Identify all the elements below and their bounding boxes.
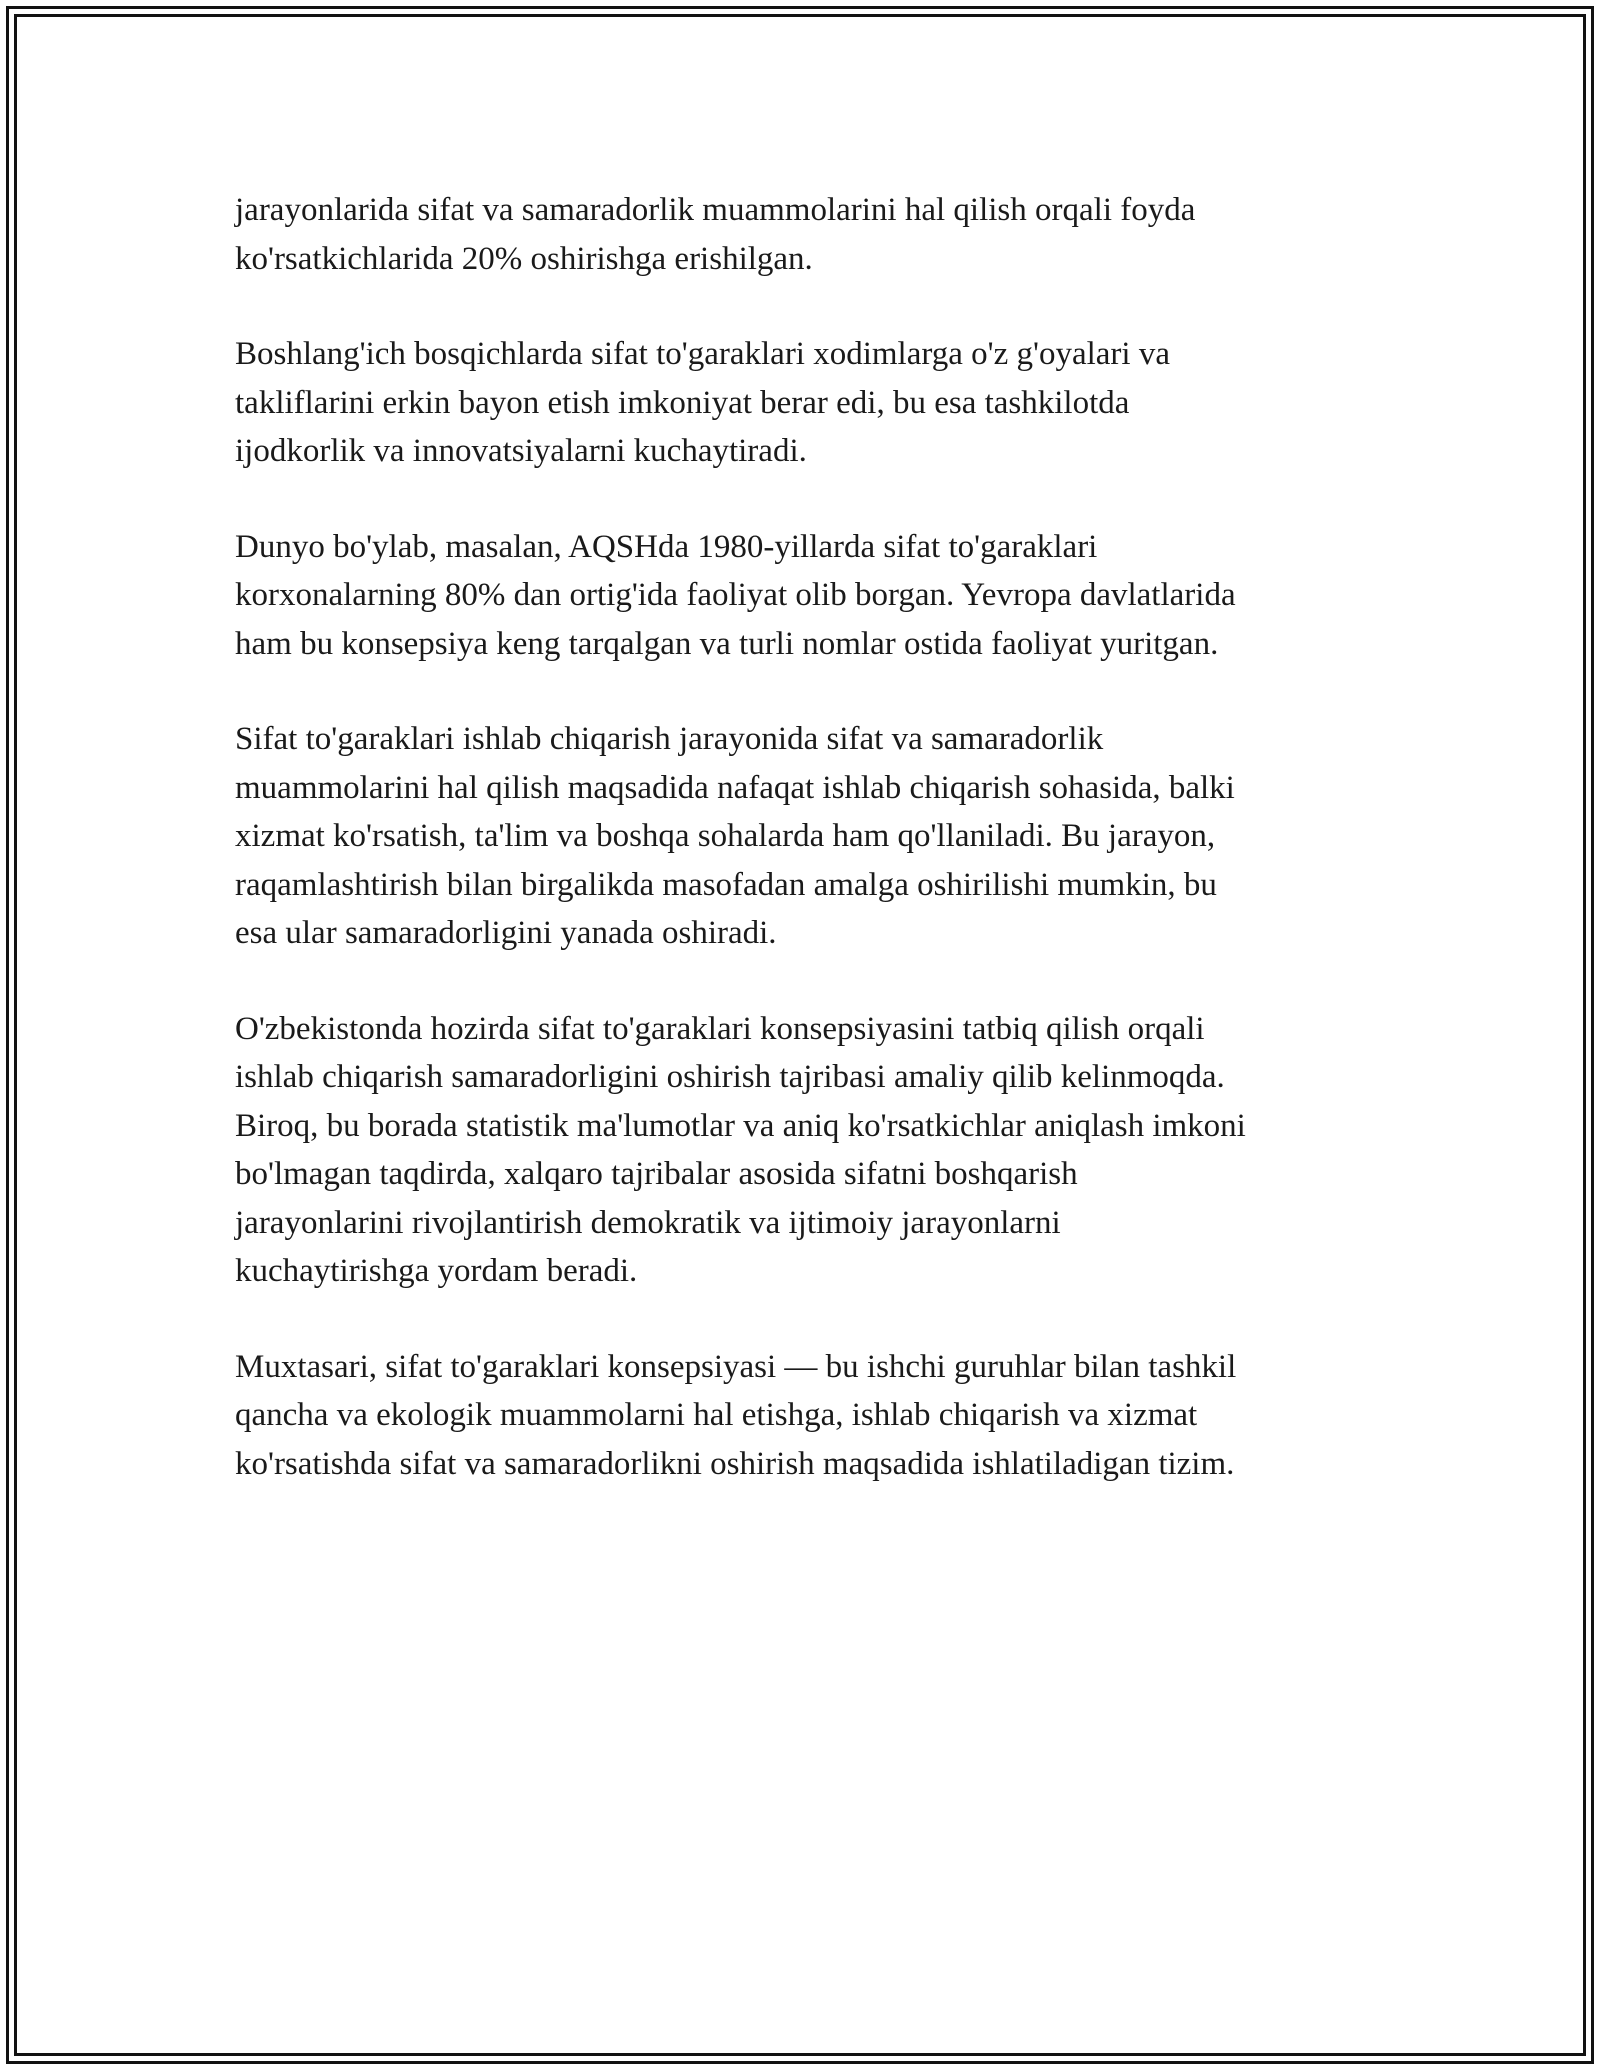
paragraph-4 xyxy=(235,715,1370,958)
paragraph-line: kuchaytirishga yordam beradi. xyxy=(235,1253,638,1289)
paragraph-line: jarayonlarida sifat va samaradorlik muammolarini hal qilish orqali foyda xyxy=(235,192,1196,228)
paragraph-3 xyxy=(235,523,1370,669)
paragraph-line: Boshlang'ich bosqichlarda sifat to'garaklari xodimlarga o'z g'oyalari va xyxy=(235,336,1170,372)
paragraph-line: qancha va ekologik muammolarni hal etishga, ishlab chiqarish va xizmat xyxy=(235,1397,1198,1433)
paragraph-line: Biroq, bu borada statistik ma'lumotlar va aniq ko'rsatkichlar aniqlash imkoni xyxy=(235,1107,1246,1144)
paragraph-line: takliflarini erkin bayon etish imkoniyat berar edi, bu esa tashkilotda xyxy=(235,384,1130,421)
paragraph-line: ko'rsatishda sifat va samaradorlikni oshirish maqsadida ishlatiladigan tizim. xyxy=(235,1445,1235,1482)
paragraph-line: ham bu konsepsiya keng tarqalgan va turli nomlar ostida faoliyat yuritgan. xyxy=(235,625,1219,662)
paragraph-line: Sifat to'garaklari ishlab chiqarish jarayonida sifat va samaradorlik xyxy=(235,721,1104,757)
paragraph-line: Dunyo bo'ylab, masalan, AQSHda 1980-yillarda sifat to'garaklari xyxy=(235,528,1098,565)
paragraph-line: xizmat ko'rsatish, ta'lim va boshqa sohalarda ham qo'llaniladi. Bu jarayon, xyxy=(235,818,1216,854)
paragraph-line: ko'rsatkichlarida 20% oshirishga erishilgan. xyxy=(235,240,813,277)
paragraph-line: ishlab chiqarish samaradorligini oshirish tajribasi amaliy qilib kelinmoqda. xyxy=(235,1059,1225,1095)
paragraph-line: ijodkorlik va innovatsiyalarni kuchaytiradi. xyxy=(235,433,807,469)
paragraph-line: esa ular samaradorligini yanada oshiradi. xyxy=(235,915,777,951)
paragraph-5 xyxy=(235,1005,1370,1296)
paragraph-6 xyxy=(235,1343,1370,1489)
paragraph-line: O'zbekistonda hozirda sifat to'garaklari konsepsiyasini tatbiq qilish orqali xyxy=(235,1010,1205,1047)
paragraph-1 xyxy=(235,186,1370,283)
paragraph-line: muammolarini hal qilish maqsadida nafaqat ishlab chiqarish sohasida, balki xyxy=(235,769,1235,806)
paragraph-line: jarayonlarini rivojlantirish demokratik va ijtimoiy jarayonlarni xyxy=(235,1204,1061,1241)
paragraph-2 xyxy=(235,330,1370,476)
paragraph-line: korxonalarning 80% dan ortig'ida faoliyat olib borgan. Yevropa davlatlarida xyxy=(235,577,1236,613)
paragraph-line: Muxtasari, sifat to'garaklari konsepsiyasi — bu ishchi guruhlar bilan tashkil xyxy=(235,1348,1237,1385)
paragraph-line: raqamlashtirish bilan birgalikda masofadan amalga oshirilishi mumkin, bu xyxy=(235,866,1217,903)
document-body xyxy=(235,186,1370,1535)
paragraph-line: bo'lmagan taqdirda, xalqaro tajribalar asosida sifatni boshqarish xyxy=(235,1156,1078,1192)
